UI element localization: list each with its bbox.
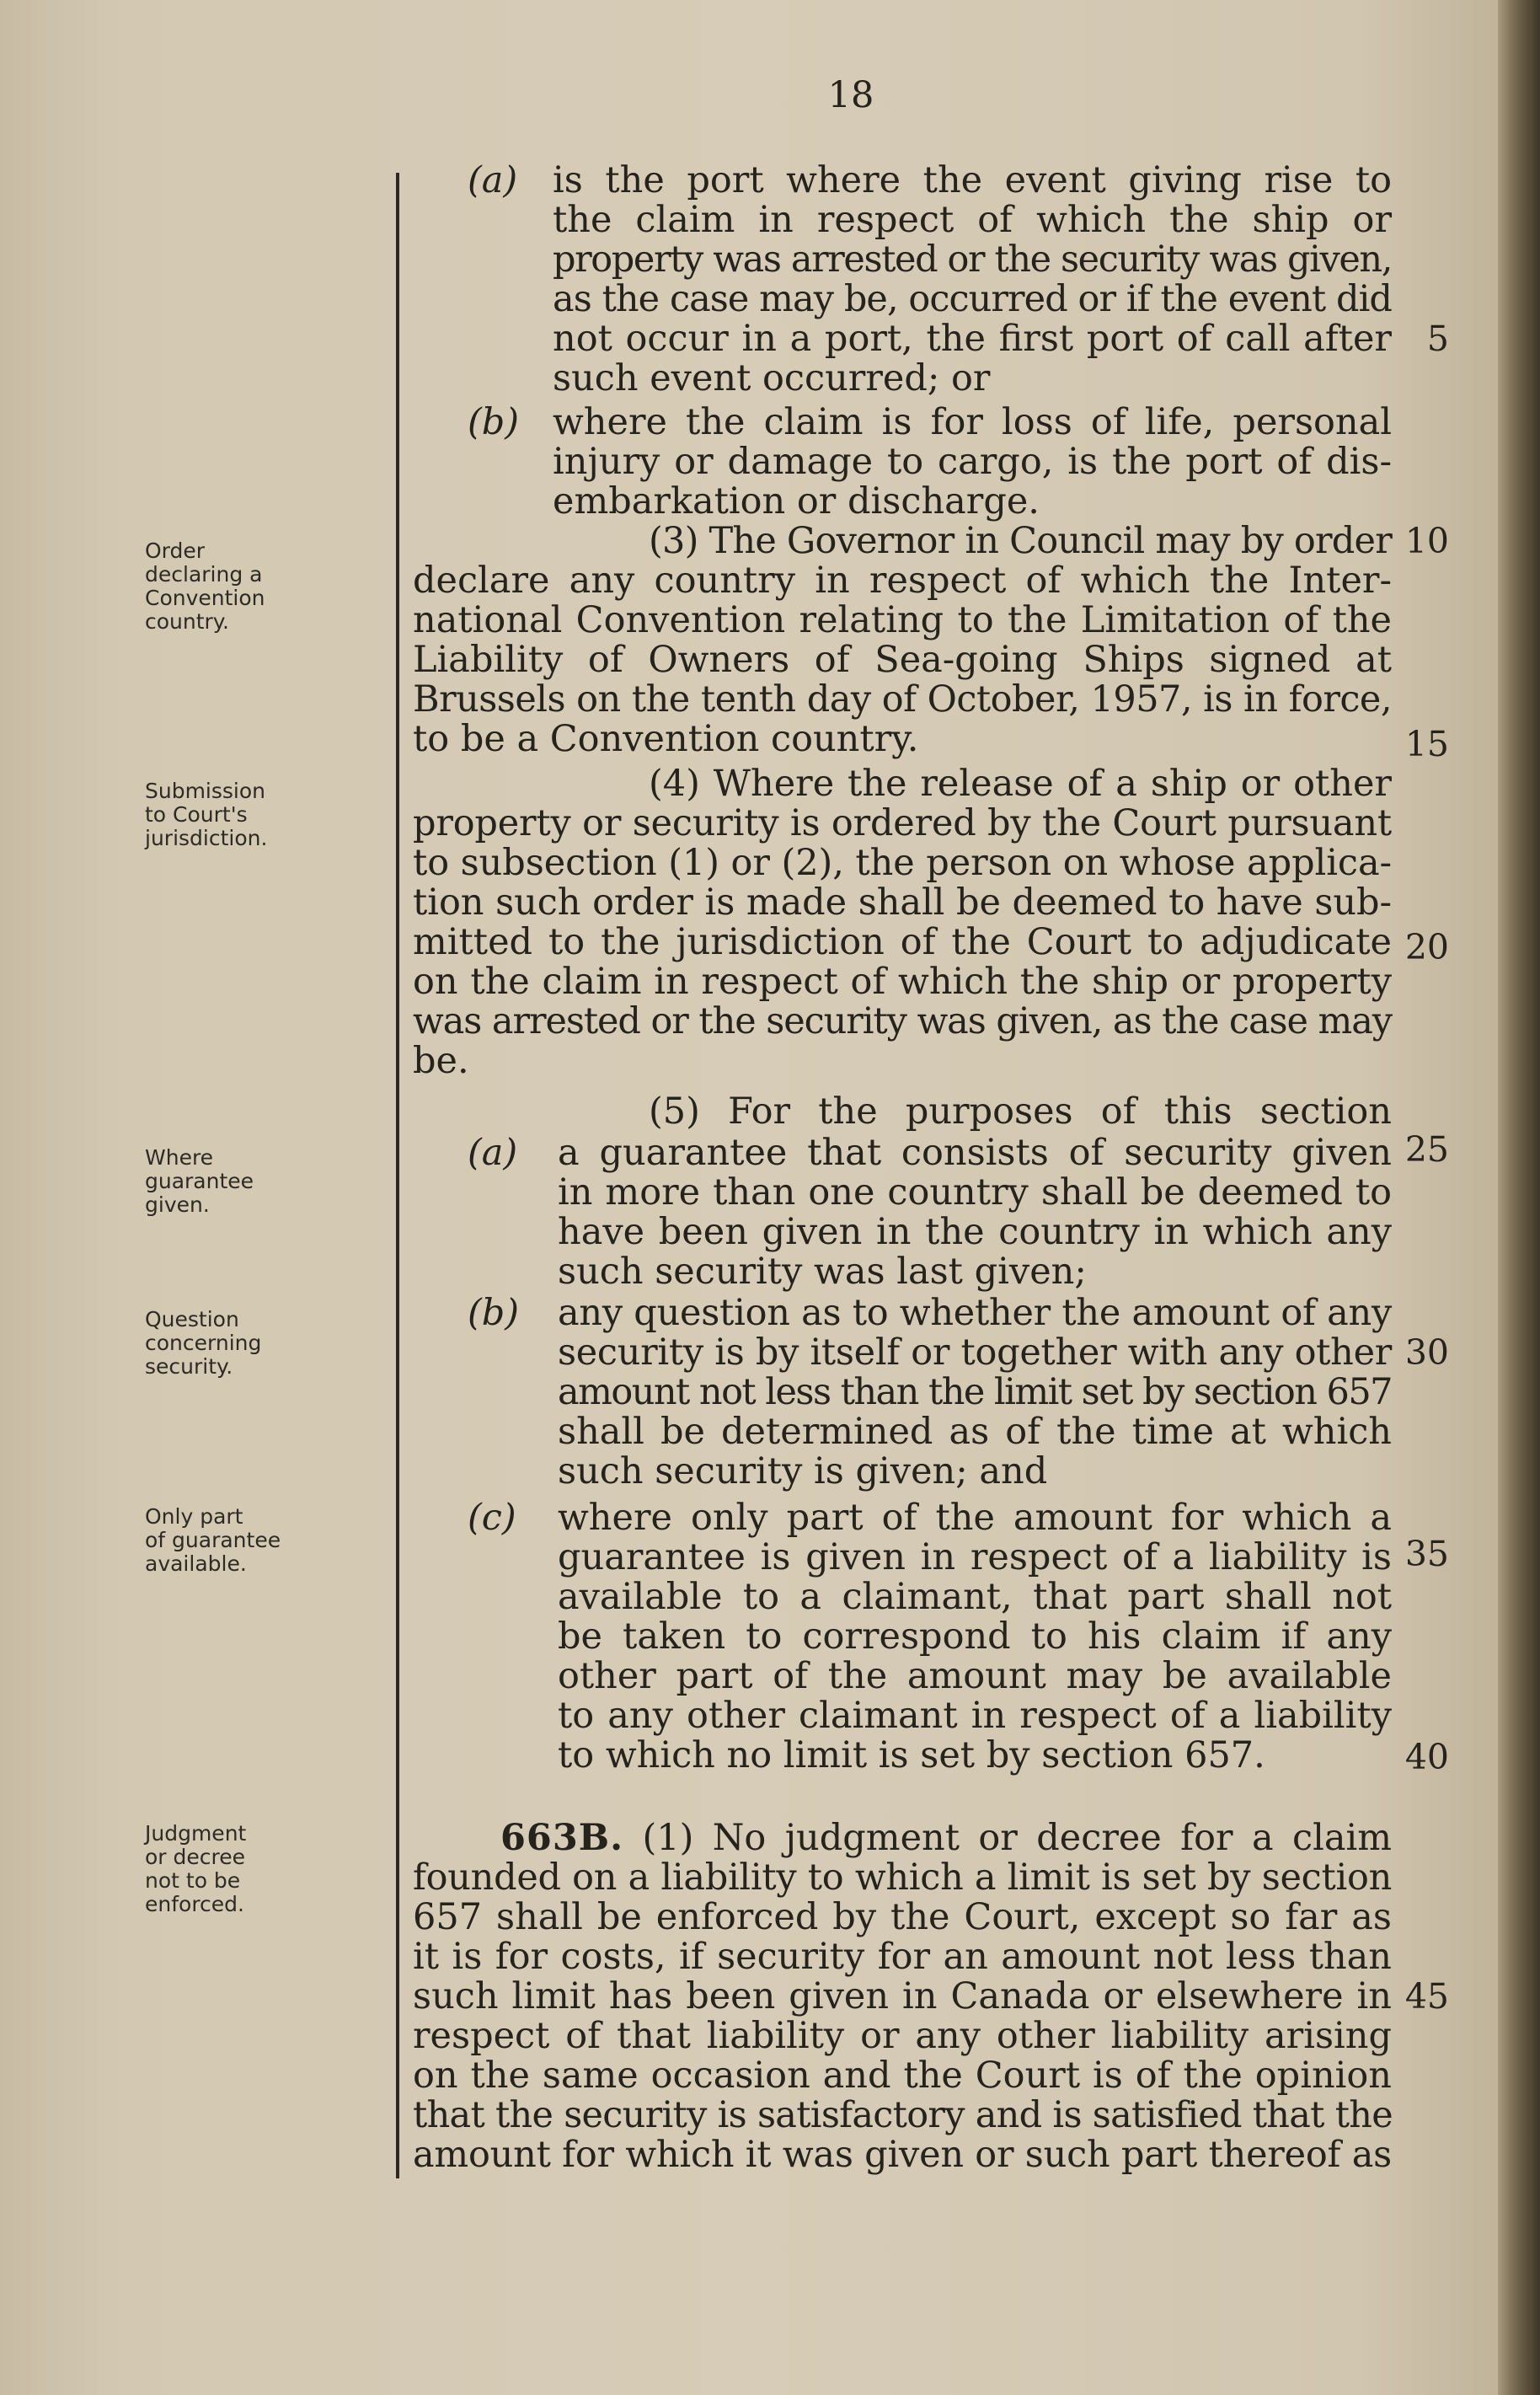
text-line	[553, 239, 1392, 280]
text-line-content: Brussels on the tenth day of October, 1957, is in force,	[413, 678, 1392, 721]
line-number: 15	[1404, 724, 1449, 764]
text-line-content: (3) The Governor in Council may by order	[649, 520, 1392, 562]
margin-note-line: of guarantee	[145, 1528, 281, 1552]
clause-label: (a)	[468, 159, 518, 201]
text-line	[558, 1412, 1392, 1452]
text-line-content: respect of that liability or any other liability arising	[413, 2015, 1392, 2057]
margin-note-line: enforced.	[145, 1892, 244, 1916]
text-line	[413, 600, 1392, 640]
text-line-content: (1) No judgment or decree for a claim	[623, 1817, 1392, 1859]
text-line-content: that the security is satisfactory and is satisfied that the	[413, 2094, 1393, 2136]
text-line	[553, 402, 1392, 442]
margin-note-line: Judgment	[145, 1821, 247, 1846]
margin-note	[145, 539, 313, 634]
text-line	[558, 1133, 1392, 1173]
text-line-content: be taken to correspond to his claim if any	[558, 1615, 1392, 1658]
text-line	[558, 1372, 1392, 1412]
text-line-content: to any other claimant in respect of a liability	[558, 1695, 1392, 1737]
text-line-content: is the port where the event giving rise to	[553, 159, 1392, 201]
line-number: 10	[1404, 521, 1449, 561]
text-line-content: guarantee is given in respect of a liability is	[558, 1536, 1392, 1578]
text-line	[649, 1091, 1392, 1132]
text-line	[553, 481, 1040, 522]
text-line-content: amount for which it was given or such part thereof as	[413, 2134, 1392, 2176]
text-line-content: was arrested or the security was given, as the case may	[413, 1000, 1392, 1042]
text-line-content: founded on a liability to which a limit is set by section	[413, 1857, 1392, 1899]
text-line	[413, 1001, 1392, 1042]
margin-note-line: given.	[145, 1192, 210, 1217]
line-number: 35	[1404, 1534, 1449, 1574]
text-line-content: property or security is ordered by the Court pursuant	[413, 802, 1392, 844]
text-line-content: such security is given; and	[558, 1450, 1048, 1492]
text-line-content: have been given in the country in which any	[558, 1211, 1392, 1253]
margin-note-line: Order	[145, 538, 206, 563]
text-line-content: not occur in a port, the first port of call after	[553, 318, 1392, 360]
text-line	[553, 442, 1392, 482]
text-line	[558, 1172, 1392, 1213]
page-number: 18	[827, 74, 874, 116]
margin-note-line: jurisdiction.	[145, 826, 268, 850]
text-line-content: on the claim in respect of which the ship or property	[413, 961, 1392, 1003]
text-line	[413, 2016, 1392, 2056]
text-line-content: other part of the amount may be available	[558, 1655, 1392, 1697]
text-line-content: embarkation or discharge.	[553, 480, 1040, 522]
text-line-content: it is for costs, if security for an amount not less than	[413, 1936, 1392, 1978]
margin-note-line: country.	[145, 609, 229, 634]
margin-note	[145, 1308, 313, 1379]
text-line-content: such security was last given;	[558, 1251, 1087, 1293]
margin-note	[145, 1505, 313, 1576]
text-line-content: shall be determined as of the time at which	[558, 1411, 1392, 1453]
margin-note-line: guarantee	[145, 1169, 254, 1193]
text-line	[413, 1857, 1392, 1898]
margin-note-line: Submission	[145, 779, 266, 803]
margin-note-line: Only part	[145, 1504, 243, 1529]
section-number: 663B.	[500, 1817, 624, 1859]
text-line	[413, 2135, 1392, 2175]
text-line-content: in more than one country shall be deemed to	[558, 1171, 1392, 1214]
margin-note-line: Question	[145, 1307, 239, 1331]
text-line-content: tion such order is made shall be deemed to have sub-	[413, 881, 1392, 924]
text-line	[558, 1293, 1392, 1333]
text-line	[413, 2095, 1393, 2135]
text-line-content: on the same occasion and the Court is of the opinion	[413, 2055, 1392, 2097]
text-line	[413, 803, 1392, 844]
text-line-content: a guarantee that consists of security given	[558, 1132, 1392, 1174]
text-line-content: to be a Convention country.	[413, 718, 919, 760]
text-line	[500, 1818, 1392, 1858]
margin-rule	[396, 173, 399, 2178]
text-line-content: to subsection (1) or (2), the person on whose applica-	[413, 842, 1392, 884]
text-line	[413, 1897, 1392, 1937]
text-line	[413, 679, 1392, 720]
text-line	[558, 1735, 1265, 1776]
clause-label: (b)	[468, 1292, 520, 1334]
text-line	[413, 719, 918, 759]
text-line-content: any question as to whether the amount of any	[558, 1292, 1392, 1334]
text-line	[553, 160, 1392, 201]
text-line-content: 657 shall be enforced by the Court, except so far as	[413, 1896, 1392, 1938]
text-line	[558, 1212, 1392, 1252]
margin-note-line: or decree	[145, 1845, 246, 1869]
text-line	[649, 764, 1392, 804]
text-line	[553, 358, 990, 399]
text-line	[558, 1616, 1392, 1657]
text-line	[558, 1577, 1392, 1617]
text-line-content: declare any country in respect of which the Inter-	[413, 560, 1392, 602]
text-line	[553, 319, 1392, 359]
text-line	[558, 1656, 1392, 1696]
text-line-content: such limit has been given in Canada or elsewhere in	[413, 1975, 1392, 2017]
margin-note	[145, 1146, 313, 1217]
text-line-content: mitted to the jurisdiction of the Court to adjudicate	[413, 921, 1392, 963]
margin-note-line: concerning	[145, 1331, 262, 1355]
text-line-content: such event occurred; or	[553, 357, 991, 399]
text-line-content: (5) For the purposes of this section	[649, 1090, 1392, 1133]
line-number: 45	[1404, 1976, 1449, 2017]
clause-label: (a)	[468, 1132, 518, 1174]
margin-note-line: to Court's	[145, 802, 248, 827]
text-line-content: available to a claimant, that part shall not	[558, 1576, 1392, 1618]
line-number: 30	[1404, 1332, 1449, 1373]
margin-note-line: security.	[145, 1354, 233, 1379]
text-line	[413, 1041, 469, 1081]
line-number: 25	[1404, 1129, 1449, 1170]
text-line	[553, 279, 1392, 319]
text-line-content: amount not less than the limit set by section 657	[558, 1371, 1392, 1413]
text-line-content: as the case may be, occurred or if the event did	[553, 278, 1392, 320]
text-line	[413, 843, 1392, 883]
text-line-content: where the claim is for loss of life, personal	[553, 401, 1392, 443]
text-line	[558, 1537, 1392, 1578]
text-line	[413, 2055, 1392, 2096]
text-line	[553, 200, 1392, 240]
text-line	[558, 1251, 1087, 1292]
text-line	[558, 1498, 1392, 1538]
text-line	[558, 1451, 1047, 1492]
text-line-content: to which no limit is set by section 657.	[558, 1734, 1265, 1776]
margin-note-line: not to be	[145, 1868, 241, 1893]
line-number: 5	[1426, 319, 1449, 359]
line-number: 20	[1404, 927, 1449, 967]
text-line-content: injury or damage to cargo, is the port of dis-	[553, 441, 1392, 483]
text-line	[413, 882, 1392, 923]
text-line-content: (4) Where the release of a ship or other	[649, 763, 1392, 805]
text-line-content: national Convention relating to the Limitation of the	[413, 599, 1392, 641]
text-line	[413, 560, 1392, 601]
margin-note	[145, 780, 313, 850]
text-line	[413, 640, 1392, 680]
text-line-content: security is by itself or together with any other	[558, 1331, 1392, 1374]
text-line	[413, 1937, 1392, 1977]
clause-label: (c)	[468, 1497, 516, 1539]
margin-note-line: available.	[145, 1551, 247, 1576]
text-line-content: property was arrested or the security was given,	[553, 238, 1392, 281]
text-line	[413, 962, 1392, 1002]
text-line	[649, 521, 1392, 561]
text-line	[413, 1976, 1392, 2017]
margin-note-line: Convention	[145, 586, 265, 610]
text-line	[558, 1696, 1392, 1736]
margin-note	[145, 1822, 313, 1916]
line-number: 40	[1404, 1737, 1449, 1777]
margin-note-line: declaring a	[145, 562, 263, 587]
text-line-content: Liability of Owners of Sea-going Ships signed at	[413, 639, 1392, 681]
text-line	[413, 922, 1392, 962]
text-line-content: where only part of the amount for which a	[558, 1497, 1392, 1539]
book-spine	[1498, 0, 1540, 2395]
margin-note-line: Where	[145, 1145, 214, 1170]
text-line	[558, 1332, 1392, 1373]
clause-label: (b)	[468, 401, 520, 443]
text-line-content: the claim in respect of which the ship or	[553, 199, 1392, 241]
text-line-content: be.	[413, 1040, 469, 1082]
